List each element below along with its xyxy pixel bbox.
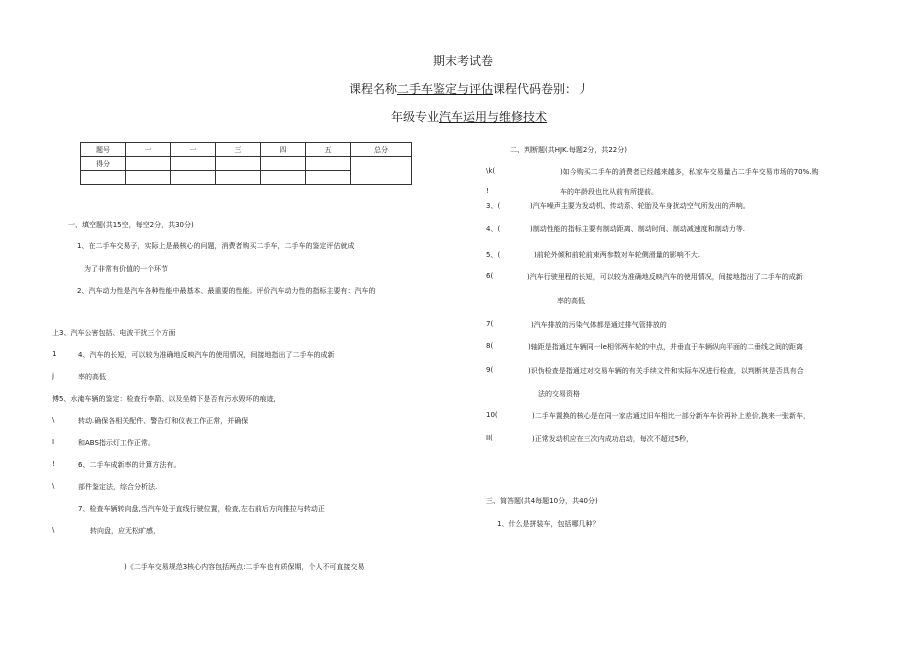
section2-heading: 二、判断题(共HJK.每题2分，共22分) bbox=[510, 146, 627, 154]
course-name: 二手车鉴定与评估 bbox=[397, 82, 494, 96]
score-cell bbox=[261, 157, 306, 171]
course-suffix: 课程代码卷别：丿 bbox=[493, 82, 590, 96]
section2-line: 3、( bbox=[486, 202, 501, 210]
section1-line: 上3、汽车公害包括、电波干扰三个方面 bbox=[52, 329, 176, 337]
section2-line: 5、( bbox=[486, 251, 501, 259]
score-cell bbox=[126, 157, 171, 171]
section2-line: )轴距是指通过车辆同一le相邻两车轮的中点，并垂直于车辆纵向平面的二垂线之间的距离 bbox=[528, 343, 803, 351]
score-header-cell: 三 bbox=[216, 143, 261, 157]
section1-line: 和ABS指示灯工作正常。 bbox=[78, 439, 155, 447]
section3-question: 1、什么是拼装车，包括哪几种？ bbox=[497, 520, 600, 528]
section2-line: )二手车置换的核心是在同一家店通过旧车相比一部分新车车价再补上差价,换来一张新车， bbox=[532, 412, 810, 420]
section2-line: 车的年龄段也比从前有所提前。 bbox=[560, 188, 658, 196]
section1-line: )《二手车交易规范3核心内容包括两点:二手车也有质保期，个人不可直接交易 bbox=[124, 563, 365, 571]
score-cell bbox=[126, 171, 171, 185]
score-header-cell: 一 bbox=[171, 143, 216, 157]
section1-line: 傅5、水淹车辆的鉴定：检查行李箭、以及坐椅下是否有污水毁坏的痕迹， bbox=[52, 395, 281, 403]
total-cell bbox=[351, 157, 412, 185]
score-header-cell: 四 bbox=[261, 143, 306, 157]
section2-line: )汽车噪声主要为发动机、传动系、轮胎及车身扰动空气所发出的声响。 bbox=[530, 202, 750, 210]
score-row-label: 得分 bbox=[81, 157, 126, 171]
score-cell bbox=[306, 157, 351, 171]
section1-heading: 一、填空题(共15空，每空2分，共30分) bbox=[68, 221, 194, 229]
section2-line: )正常发动机应在三次内成功启动，每次不超过5秒， bbox=[532, 435, 694, 443]
section2-line: 率的高低 bbox=[557, 297, 585, 305]
score-table bbox=[80, 142, 412, 185]
score-header-cell: 题号 bbox=[81, 143, 126, 157]
section2-line: ! bbox=[486, 187, 489, 195]
score-cell bbox=[216, 171, 261, 185]
section1-line: 部件鉴定法，综合分析法. bbox=[78, 483, 158, 491]
section2-line: 法的交易资格 bbox=[538, 390, 580, 398]
section1-line: 7、检查车辆转向盘,当汽车处于直线行驶位置，检查,左右前后方向推拉与转动正 bbox=[78, 505, 325, 513]
score-cell bbox=[81, 171, 126, 185]
score-cell bbox=[261, 171, 306, 185]
section2-line: \k( bbox=[486, 167, 496, 175]
score-header-cell: 总分 bbox=[351, 143, 412, 157]
section2-line: 10( bbox=[486, 411, 498, 419]
section1-line: 6、二手车成新率的计算方法有。 bbox=[78, 461, 181, 469]
exam-title: 期末考试卷 bbox=[433, 54, 494, 68]
section1-line: 转动.确保各相关配件、警告灯和仪表工作正常，并确保 bbox=[78, 417, 249, 425]
section2-line: )制动性能的指标主要有制动距离、制动时间、制动减速度和制动力等. bbox=[530, 225, 745, 233]
grade-line bbox=[391, 108, 547, 125]
section1-line: 2、汽车动力性是汽车各种性能中最基本、最重要的性能。评价汽车动力性的指标主要有：汽车的 bbox=[77, 287, 376, 295]
section2-line: )汽车行驶里程的长短，可以较为准确地反映汽车的使用情况，间接地指出了二手车的成新 bbox=[527, 273, 803, 281]
score-cell bbox=[171, 171, 216, 185]
score-cell bbox=[306, 171, 351, 185]
section1-line: I bbox=[52, 438, 55, 446]
section1-line: 4、汽车的长短，可以较为准确地反映汽车的使用情况，间接地指出了二手车的成新 bbox=[78, 351, 335, 359]
section1-line: 1 bbox=[52, 350, 57, 358]
score-header-cell: 一 bbox=[126, 143, 171, 157]
course-prefix: 课程名称 bbox=[349, 82, 398, 96]
section2-line: 8( bbox=[486, 342, 494, 350]
section1-line: 1、在二手车交易子，实际上是最核心的问题，消费者购买二手车，二手车的鉴定评估就成 bbox=[77, 242, 355, 250]
section2-line: )前轮外倾和前轮前束两参数对车轮侧滑量的影响不大. bbox=[534, 251, 700, 259]
section2-line: 7( bbox=[486, 320, 494, 328]
major-name: 汽车运用与维修技术 bbox=[439, 110, 548, 124]
course-line bbox=[349, 80, 589, 97]
section3-heading: 三、简答题(共4每题10分，共40分) bbox=[486, 497, 598, 505]
section2-line: )如今购买二手车的消费者已经越来越多，私家车交易量占二手车交易市场的70%.购 bbox=[560, 168, 819, 176]
section1-line: \ bbox=[52, 526, 55, 534]
section2-line: 9( bbox=[486, 366, 494, 374]
section2-line: )识伪检查是指通过对交易车辆的有关手续文件和实际车况进行检查，以判断其是否具有合 bbox=[528, 367, 804, 375]
score-cell bbox=[171, 157, 216, 171]
score-cell bbox=[216, 157, 261, 171]
section2-line: II( bbox=[486, 434, 493, 442]
section1-line: ! bbox=[52, 460, 55, 468]
section1-line: \ bbox=[52, 416, 55, 424]
score-row bbox=[81, 157, 412, 171]
section2-line: 6( bbox=[486, 272, 494, 280]
section1-line: 为了非常有价值的一个环节 bbox=[84, 265, 168, 273]
section2-line: )汽车排放的污染气体都是通过排气管排放的 bbox=[531, 321, 667, 329]
section1-line: \ bbox=[52, 482, 55, 490]
grade-prefix: 年级专业 bbox=[391, 110, 440, 124]
section1-line: j bbox=[52, 372, 54, 380]
score-header-row bbox=[81, 143, 412, 157]
section1-line: 率的高低 bbox=[78, 373, 106, 381]
section2-line: 4、( bbox=[486, 225, 501, 233]
section1-line: 转向盘，应无松旷感， bbox=[90, 527, 160, 535]
score-header-cell: 五 bbox=[306, 143, 351, 157]
